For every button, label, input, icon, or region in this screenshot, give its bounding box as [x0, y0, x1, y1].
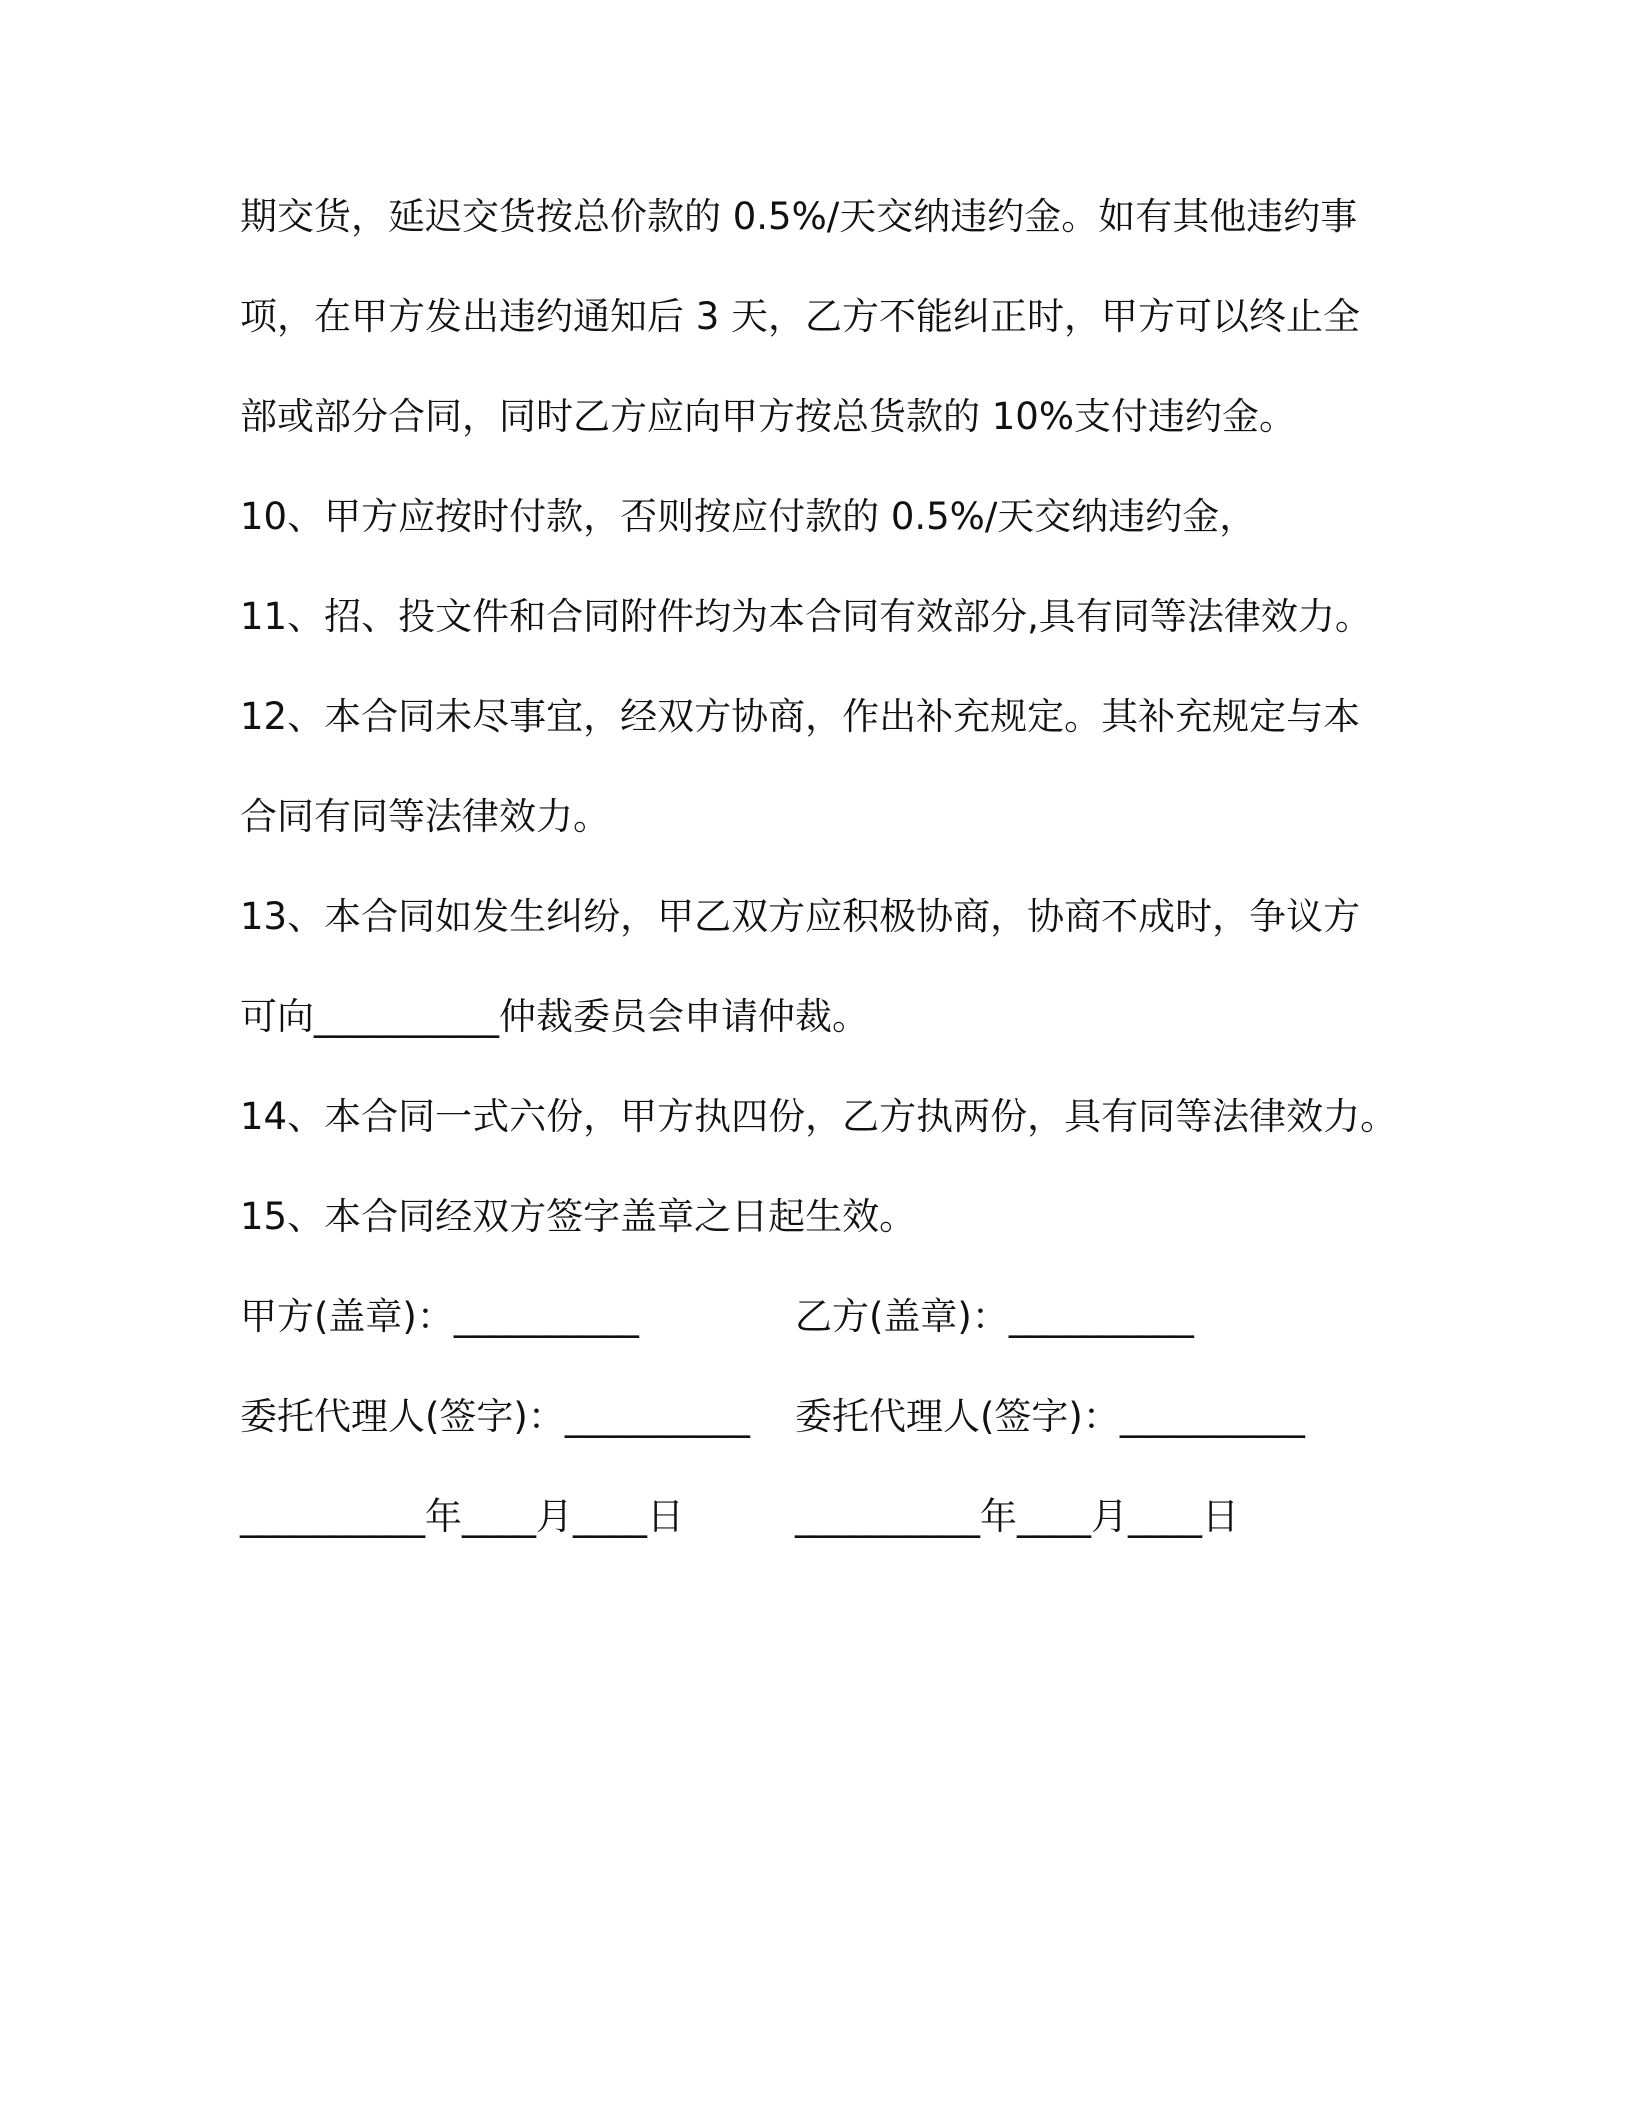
clause-12-continued: 合同有同等法律效力。 — [240, 795, 610, 838]
party-a-agent-line: 委托代理人(签字)：__________ — [240, 1395, 750, 1438]
clause-12: 12、本合同未尽事宜，经双方协商，作出补充规定。其补充规定与本 — [240, 695, 1361, 738]
body-line-1: 期交货，延迟交货按总价款的 0.5%/天交纳违约金。如有其他违约事 — [240, 195, 1358, 238]
party-a-date-line: __________年____月____日 — [240, 1495, 684, 1538]
clause-14: 14、本合同一式六份，甲方执四份，乙方执两份，具有同等法律效力。 — [240, 1095, 1398, 1138]
party-b-date-line: __________年____月____日 — [795, 1495, 1239, 1538]
body-line-2: 项，在甲方发出违约通知后 3 天，乙方不能纠正时，甲方可以终止全 — [240, 295, 1361, 338]
party-a-seal-line: 甲方(盖章)：__________ — [240, 1295, 639, 1338]
clause-10: 10、甲方应按时付款，否则按应付款的 0.5%/天交纳违约金， — [240, 495, 1257, 538]
party-b-seal-line: 乙方(盖章)：__________ — [795, 1295, 1194, 1338]
clause-13: 13、本合同如发生纠纷，甲乙双方应积极协商，协商不成时，争议方 — [240, 895, 1361, 938]
clause-13-continued: 可向__________仲裁委员会申请仲裁。 — [240, 995, 869, 1038]
party-b-agent-line: 委托代理人(签字)：__________ — [795, 1395, 1305, 1438]
body-line-3: 部或部分合同，同时乙方应向甲方按总货款的 10%支付违约金。 — [240, 395, 1296, 438]
clause-11: 11、招、投文件和合同附件均为本合同有效部分,具有同等法律效力。 — [240, 595, 1372, 638]
clause-15: 15、本合同经双方签字盖章之日起生效。 — [240, 1195, 917, 1238]
